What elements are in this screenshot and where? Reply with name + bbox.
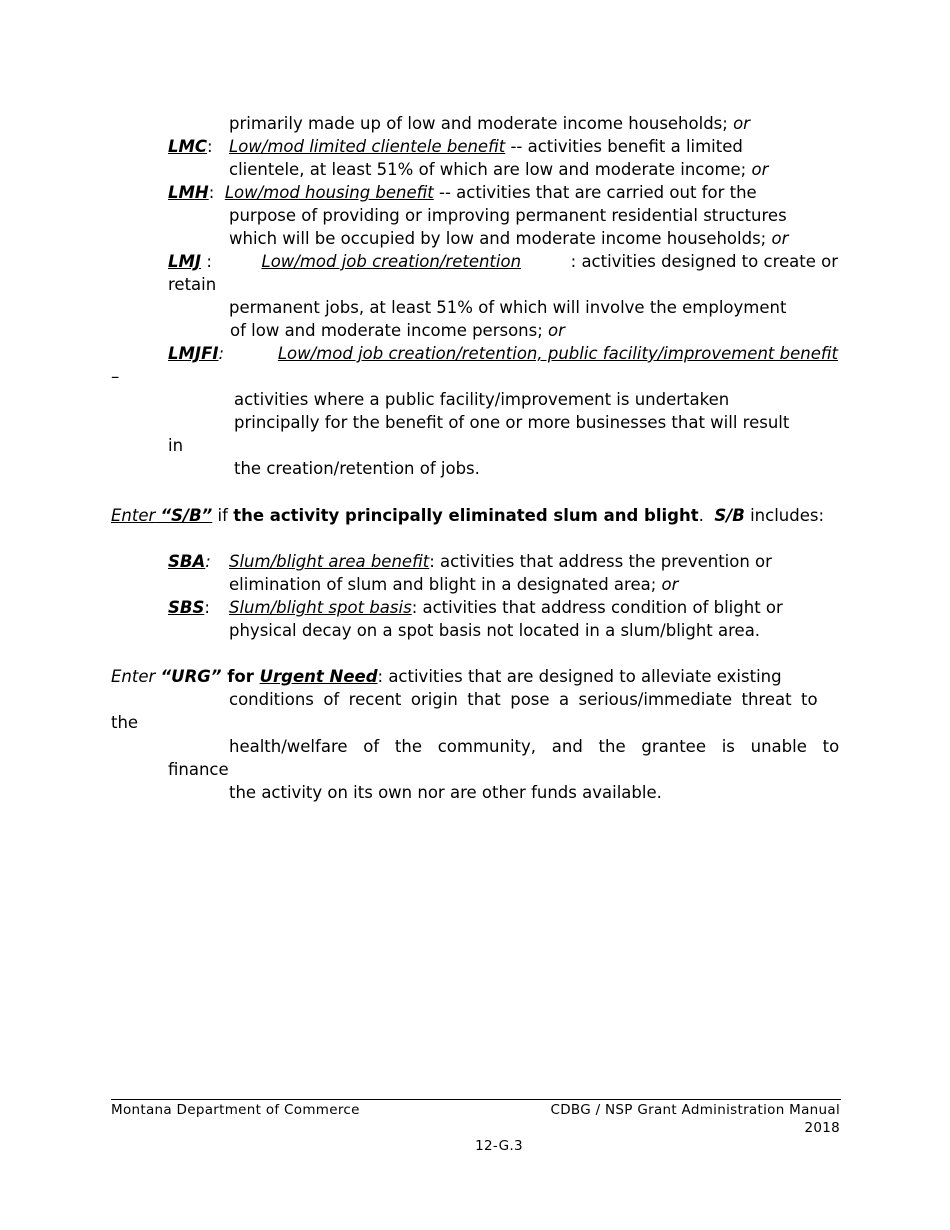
footer-right xyxy=(551,1101,841,1137)
sba-sep: : xyxy=(205,552,211,571)
lmj-or: or xyxy=(548,321,565,340)
sb-enter: Enter xyxy=(111,506,156,525)
lmj-line1-text: : activities designed to create or xyxy=(570,252,838,271)
sb-includes: includes: xyxy=(744,506,825,525)
lmh-line-2 xyxy=(229,206,787,226)
lmh-line-1 xyxy=(168,183,757,203)
lmh-line-3 xyxy=(229,229,788,249)
sb-heading xyxy=(111,506,824,526)
sbs-code-line xyxy=(168,598,210,618)
lmh-or: or xyxy=(771,229,789,248)
lmj-wrap: retain xyxy=(168,275,217,294)
lmc-sep: : xyxy=(207,137,213,156)
page-number: 12-G.3 xyxy=(475,1138,523,1154)
lmc-code: LMC xyxy=(168,137,208,156)
sba-code-line xyxy=(168,552,211,572)
sb-period: . xyxy=(698,506,704,525)
sbs-line-2: physical decay on a spot basis not located in a slum/blight area. xyxy=(229,621,761,640)
lmj-line-3 xyxy=(230,321,565,341)
footer-year: 2018 xyxy=(804,1120,840,1136)
lmj-sep: : xyxy=(201,252,212,271)
lmj-code: LMJ xyxy=(168,252,202,271)
sbs-title: Slum/blight spot basis xyxy=(229,598,412,617)
lmc-line-2 xyxy=(229,160,768,180)
lmjfi-line-1: activities where a public facility/improvement is undertaken xyxy=(234,390,730,409)
lmjfi-wrap: in xyxy=(168,436,184,455)
sb-code: S/B xyxy=(714,506,745,525)
lmh-line2-text: purpose of providing or improving permanent residential structures xyxy=(229,206,787,225)
urg-wrap-1: the xyxy=(111,713,139,732)
lmc-line2-text: clientele, at least 51% of which are low and moderate income; xyxy=(229,160,752,179)
urg-line2-text: conditions of recent origin that pose a serious/immediate threat to xyxy=(229,690,818,709)
urg-enter: Enter xyxy=(111,667,156,686)
lmh-line3-text: which will be occupied by low and moderate income households; xyxy=(229,229,772,248)
sba-line-1 xyxy=(229,552,772,572)
urg-line-3 xyxy=(229,737,838,757)
lmc-code-line xyxy=(168,137,213,157)
lmi-intro-or: or xyxy=(733,114,750,133)
sba-line2-text: elimination of slum and blight in a designated area; xyxy=(229,575,662,594)
lmjfi-code: LMJFI xyxy=(168,344,219,363)
sbs-sep: : xyxy=(204,598,210,617)
lmjfi-sep: : xyxy=(218,344,225,363)
sba-line-2 xyxy=(229,575,678,595)
lmc-line-1 xyxy=(229,137,743,157)
sb-condition: the activity principally eliminated slum and blight xyxy=(233,506,699,525)
lmjfi-line-3: the creation/retention of jobs. xyxy=(234,459,480,478)
urg-code-quoted: “URG” xyxy=(160,667,222,686)
lmh-sep: : xyxy=(208,183,215,202)
lmc-or: or xyxy=(751,160,769,179)
lmjfi-line-2: principally for the benefit of one or more businesses that will result xyxy=(234,413,790,432)
sb-code-quoted: “S/B” xyxy=(160,506,213,525)
sbs-line1-text: : activities that address condition of blight or xyxy=(411,598,783,617)
lmj-line-1 xyxy=(168,252,838,272)
sbs-line-1 xyxy=(229,598,783,618)
lmj-line-2: permanent jobs, at least 51% of which will involve the employment xyxy=(229,298,787,317)
lmh-line1-text: -- activities that are carried out for the xyxy=(433,183,757,202)
sb-if: if xyxy=(212,506,234,525)
urg-title: Urgent Need xyxy=(259,667,378,686)
lmjfi-title: Low/mod job creation/retention, public facility/improvement benefit xyxy=(277,344,838,363)
urg-line3-text: health/welfare of the community, and the grantee is unable to xyxy=(229,737,840,756)
urg-line-2 xyxy=(229,690,838,710)
sba-title: Slum/blight area benefit xyxy=(229,552,430,571)
lmjfi-line-title xyxy=(168,344,838,364)
sba-line1-text: : activities that address the prevention or xyxy=(429,552,772,571)
footer-manual-title: CDBG / NSP Grant Administration Manual xyxy=(550,1102,840,1118)
urg-for: for xyxy=(221,667,260,686)
urg-wrap-2: finance xyxy=(168,760,229,779)
urg-line-4: the activity on its own nor are other funds available. xyxy=(229,783,662,802)
lmjfi-dash: – xyxy=(111,367,120,386)
footer-divider xyxy=(111,1099,841,1100)
lmj-title: Low/mod job creation/retention xyxy=(261,252,522,271)
lmi-intro-line xyxy=(229,114,750,134)
lmh-title: Low/mod housing benefit xyxy=(224,183,434,202)
lmi-intro-text: primarily made up of low and moderate income households; xyxy=(229,114,734,133)
lmj-line3-text: of low and moderate income persons; xyxy=(230,321,549,340)
urg-heading xyxy=(111,667,782,687)
sba-or: or xyxy=(661,575,679,594)
sbs-code: SBS xyxy=(168,598,205,617)
lmh-code: LMH xyxy=(168,183,209,202)
lmc-title: Low/mod limited clientele benefit xyxy=(229,137,506,156)
urg-line1-text: : activities that are designed to alleviate existing xyxy=(377,667,782,686)
footer-left: Montana Department of Commerce xyxy=(111,1102,360,1118)
lmc-line1-text: -- activities benefit a limited xyxy=(505,137,743,156)
sba-code: SBA xyxy=(168,552,206,571)
